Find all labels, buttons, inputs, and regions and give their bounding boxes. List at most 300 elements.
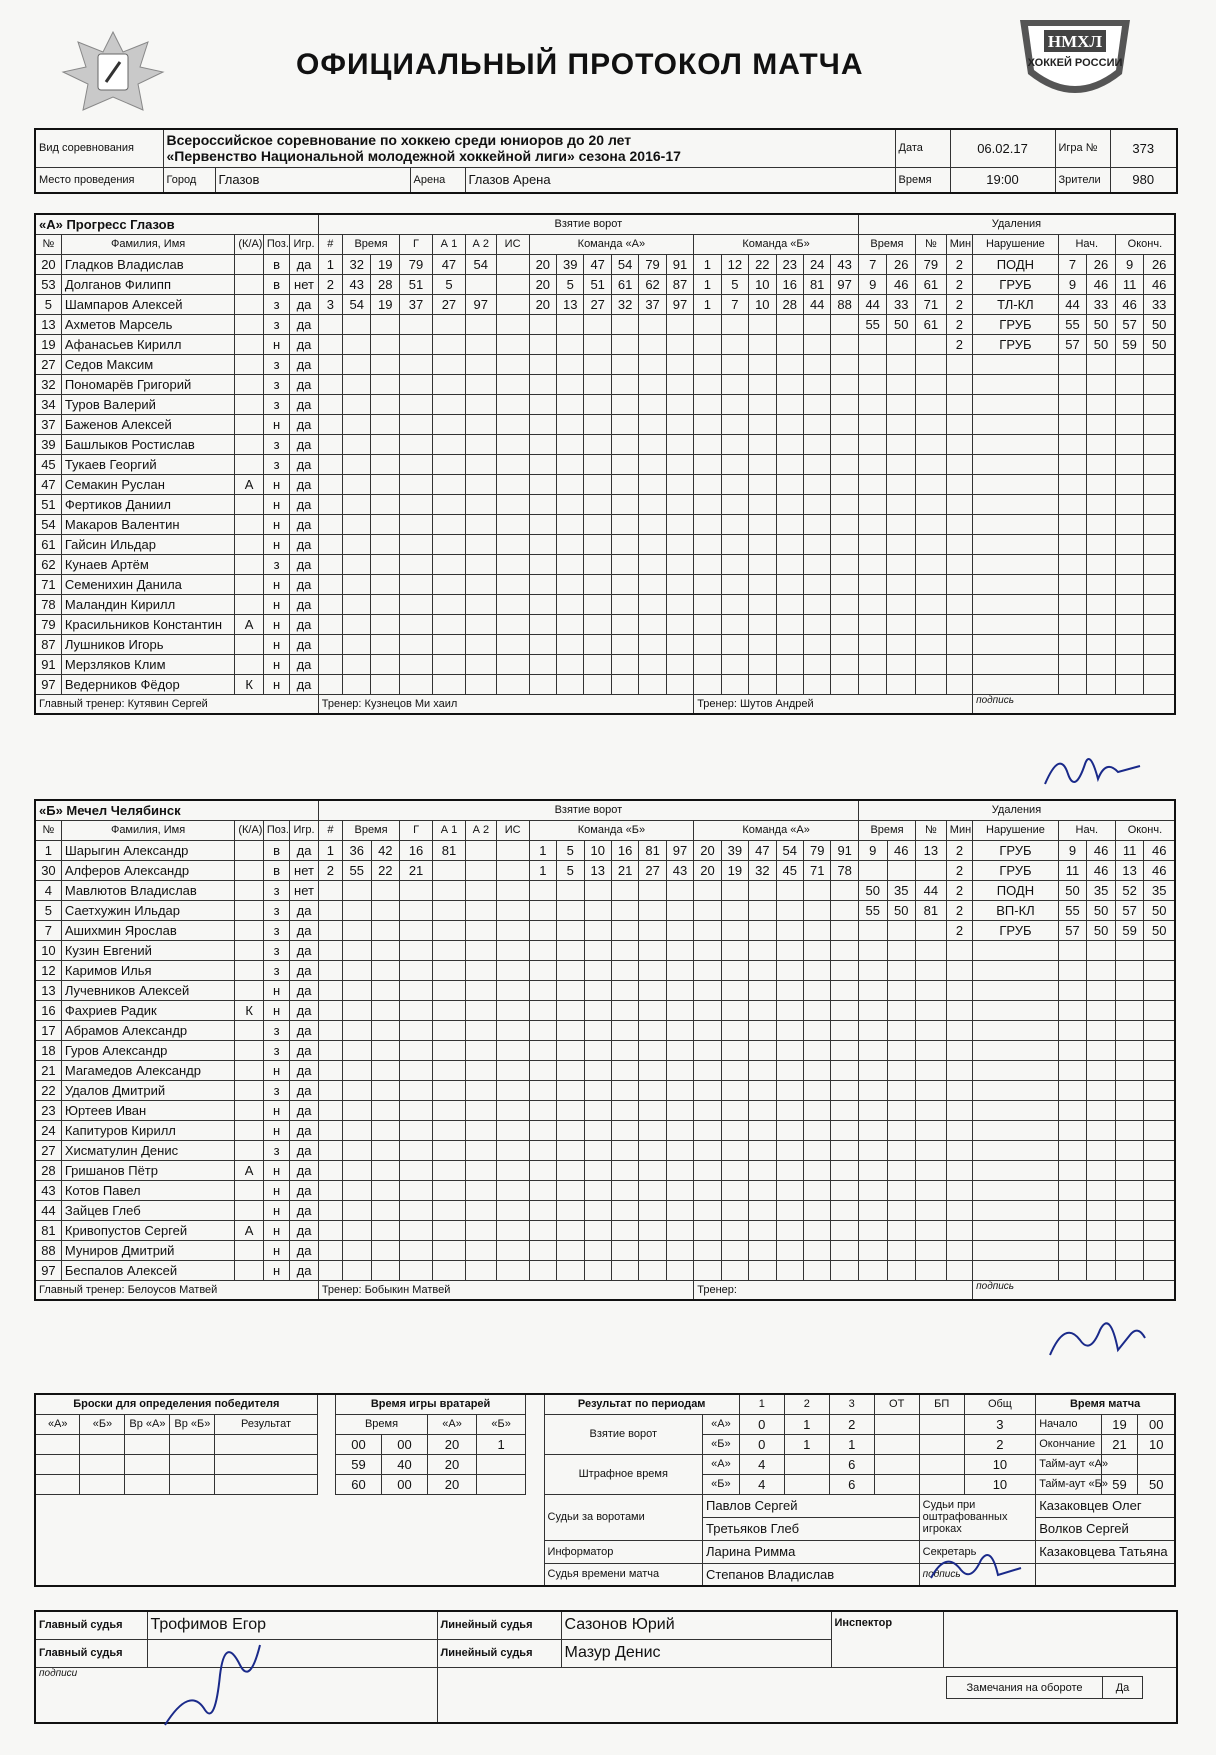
player-position: в — [263, 254, 289, 274]
player-name: Кунаев Артём — [61, 554, 235, 574]
player-played: да — [290, 534, 319, 554]
onice-cell: 23 — [776, 254, 803, 274]
player-number: 17 — [35, 1020, 61, 1040]
penalty-cell: 9 — [858, 274, 887, 294]
col-g_is: ИС — [496, 820, 529, 840]
coach-signature-label: подпись — [973, 1280, 1175, 1300]
mt-sec: 50 — [1138, 1474, 1175, 1494]
player-row — [35, 980, 1175, 1000]
penalty-cell: 50 — [1144, 334, 1175, 354]
secretary-signature-label: подпись — [919, 1563, 1036, 1586]
player-name: Кузин Евгений — [61, 940, 234, 960]
shots-col: «Б» — [80, 1414, 125, 1434]
mt-label: Тайм-аут «Б» — [1036, 1474, 1101, 1494]
goal-cell: 1 — [318, 254, 342, 274]
shots-col: «А» — [35, 1414, 80, 1434]
player-name: Котов Павел — [61, 1180, 234, 1200]
player-name: Красильников Константин — [61, 614, 235, 634]
onice-cell: 97 — [666, 294, 693, 314]
onice-cell: 78 — [831, 860, 859, 880]
player-captain — [235, 554, 264, 574]
penalty-cell: 46 — [887, 840, 916, 860]
penalty-cell — [858, 334, 887, 354]
penalty-cell: 2 — [946, 334, 972, 354]
per-cell — [919, 1414, 964, 1434]
goal-judge-2: Третьяков Глеб — [703, 1517, 920, 1540]
player-position: н — [263, 1160, 289, 1180]
goal-cell: 55 — [342, 860, 371, 880]
player-captain — [235, 1100, 264, 1120]
col-pen-start: Нач. — [1058, 234, 1115, 254]
penalty-cell: 2 — [946, 274, 972, 294]
player-number: 13 — [35, 980, 61, 1000]
player-name: Шампаров Алексей — [61, 294, 235, 314]
linesman-label: Линейный судья — [437, 1639, 561, 1667]
player-number: 97 — [35, 1260, 61, 1280]
player-name: Семакин Руслан — [61, 474, 235, 494]
mt-sec: 10 — [1138, 1434, 1175, 1454]
linesman-2: Мазур Денис — [561, 1639, 831, 1667]
player-captain — [235, 1180, 264, 1200]
onice-cell: 91 — [831, 840, 859, 860]
penalty-cell: 2 — [946, 900, 972, 920]
player-position: н — [263, 1000, 289, 1020]
onice-cell: 10 — [584, 840, 611, 860]
penalty-cell: 59 — [1115, 334, 1144, 354]
player-played: да — [290, 434, 319, 454]
player-position: з — [263, 314, 289, 334]
player-number: 19 — [35, 334, 61, 354]
per-cell: 1 — [784, 1414, 829, 1434]
gk-min: 59 — [336, 1454, 382, 1474]
player-number: 53 — [35, 274, 61, 294]
penalty-cell: 9 — [1058, 840, 1087, 860]
goal-cell: 28 — [371, 274, 400, 294]
head-coach: Главный тренер: Белоусов Матвей — [35, 1280, 318, 1300]
player-played: да — [290, 614, 319, 634]
col-goal-num: # — [318, 234, 342, 254]
main-referee-label: Главный судья — [35, 1639, 147, 1667]
player-name: Кривопустов Сергей — [61, 1220, 234, 1240]
onice-cell: 1 — [694, 254, 721, 274]
player-played: да — [290, 654, 319, 674]
player-name: Шарыгин Александр — [61, 840, 234, 860]
coach-b-signature — [1040, 1310, 1150, 1370]
player-played: да — [290, 494, 319, 514]
player-position: в — [263, 860, 289, 880]
goal-cell: 42 — [371, 840, 400, 860]
player-row — [35, 674, 1175, 694]
per-cell: 10 — [964, 1474, 1036, 1494]
player-row — [35, 314, 1175, 334]
player-captain — [235, 1060, 264, 1080]
player-number: 4 — [35, 880, 61, 900]
col-g_a2: А 2 — [465, 820, 496, 840]
player-played: да — [290, 554, 319, 574]
goal-cell: 27 — [432, 294, 465, 314]
player-row — [35, 374, 1175, 394]
player-position: н — [263, 334, 289, 354]
penalty-cell: 9 — [858, 840, 887, 860]
player-number: 61 — [35, 534, 61, 554]
player-row — [35, 1000, 1175, 1020]
onice-cell: 32 — [611, 294, 638, 314]
col-goal-time: Время — [342, 820, 399, 840]
page-title: ОФИЦИАЛЬНЫЙ ПРОТОКОЛ МАТЧА — [296, 48, 864, 81]
player-number: 32 — [35, 374, 61, 394]
goal-judge-1: Павлов Сергей — [703, 1494, 920, 1517]
player-position: н — [263, 1180, 289, 1200]
penalty-cell: 7 — [1058, 254, 1087, 274]
col-g_a1: А 1 — [433, 820, 466, 840]
head-coach: Главный тренер: Кутявин Сергей — [35, 694, 318, 714]
player-captain — [235, 594, 264, 614]
onice-cell: 44 — [803, 294, 830, 314]
per-cell: 3 — [964, 1414, 1036, 1434]
onice-cell: 20 — [694, 840, 721, 860]
player-captain — [235, 454, 264, 474]
player-row — [35, 414, 1175, 434]
penalties-header: Удаления — [858, 800, 1175, 820]
player-number: 5 — [35, 294, 61, 314]
onice-cell: 51 — [584, 274, 611, 294]
gk-col: «Б» — [477, 1414, 526, 1434]
mt-sec — [1138, 1454, 1175, 1474]
onice-cell: 27 — [584, 294, 611, 314]
player-row — [35, 860, 1175, 880]
period-col: ОТ — [874, 1394, 919, 1414]
col-own-team: Команда «Б» — [529, 820, 694, 840]
onice-cell: 7 — [721, 294, 748, 314]
player-position: н — [263, 1120, 289, 1140]
player-captain — [235, 334, 264, 354]
penalty-cell: 79 — [916, 254, 947, 274]
penalty-cell: 2 — [946, 254, 972, 274]
secretary-value: Казаковцева Татьяна — [1036, 1540, 1175, 1563]
goal-cell: 36 — [342, 840, 371, 860]
player-played: да — [290, 980, 319, 1000]
player-captain — [235, 1200, 264, 1220]
player-position: н — [263, 980, 289, 1000]
per-pen-label: Штрафное время — [544, 1454, 702, 1494]
penalty-cell: 50 — [887, 314, 916, 334]
player-number: 34 — [35, 394, 61, 414]
player-captain — [235, 354, 264, 374]
gk-sec: 00 — [382, 1474, 428, 1494]
coach-signature-label: подпись — [973, 694, 1175, 714]
penalty-cell: 50 — [1087, 334, 1116, 354]
player-row — [35, 334, 1175, 354]
player-row — [35, 514, 1175, 534]
penalty-cell: 50 — [1087, 900, 1116, 920]
player-played: да — [290, 900, 319, 920]
penalty-cell: 50 — [1144, 314, 1175, 334]
secretary-signature — [926, 1540, 1026, 1590]
per-cell: 10 — [964, 1454, 1036, 1474]
player-captain — [235, 1020, 264, 1040]
linesman-label: Линейный судья — [437, 1611, 561, 1639]
player-position: н — [263, 534, 289, 554]
penalty-cell: 50 — [887, 900, 916, 920]
player-played: да — [290, 674, 319, 694]
player-name: Мавлютов Владислав — [61, 880, 234, 900]
per-cell: 0 — [739, 1434, 784, 1454]
gk-b: 1 — [477, 1434, 526, 1454]
player-played: да — [290, 840, 319, 860]
onice-cell: 54 — [776, 840, 803, 860]
penalty-cell: 26 — [1087, 254, 1116, 274]
per-cell: 1 — [784, 1434, 829, 1454]
mt-label: Тайм-аут «А» — [1036, 1454, 1101, 1474]
player-position: н — [263, 654, 289, 674]
player-name: Маландин Кирилл — [61, 594, 235, 614]
onice-cell: 81 — [803, 274, 830, 294]
onice-cell: 91 — [666, 254, 693, 274]
periods-title: Результат по периодам — [544, 1394, 739, 1414]
player-position: н — [263, 634, 289, 654]
player-name: Макаров Валентин — [61, 514, 235, 534]
player-captain: А — [235, 1220, 264, 1240]
penalty-cell: 55 — [858, 900, 887, 920]
remarks-label: Замечания на обороте — [947, 1677, 1103, 1699]
player-captain — [235, 880, 264, 900]
player-captain — [235, 980, 264, 1000]
onice-cell: 61 — [611, 274, 638, 294]
inspector-label: Инспектор — [831, 1611, 943, 1667]
player-captain — [235, 860, 264, 880]
col-pen-start: Нач. — [1058, 820, 1115, 840]
coach-2: Тренер: Кузнецов Ми хаил — [318, 694, 693, 714]
penalty-cell: ПОДН — [973, 254, 1059, 274]
player-name: Беспалов Алексей — [61, 1260, 234, 1280]
col-g_g: Г — [400, 820, 433, 840]
player-number: 78 — [35, 594, 61, 614]
penalty-cell: 55 — [1058, 900, 1087, 920]
player-captain — [235, 1240, 264, 1260]
player-captain — [235, 434, 264, 454]
arena-value: Глазов Арена — [465, 167, 895, 193]
player-number: 20 — [35, 254, 61, 274]
penalty-cell: 44 — [1058, 294, 1087, 314]
player-name: Гладков Владислав — [61, 254, 235, 274]
goal-cell: 2 — [318, 274, 342, 294]
player-number: 30 — [35, 860, 61, 880]
per-cell: 1 — [829, 1434, 874, 1454]
player-captain — [235, 1140, 264, 1160]
player-name: Ведерников Фёдор — [61, 674, 235, 694]
mt-min: 19 — [1101, 1414, 1138, 1434]
goal-cell: 5 — [432, 274, 465, 294]
goal-cell — [433, 860, 466, 880]
player-captain: К — [235, 1000, 264, 1020]
gk-a: 20 — [428, 1474, 477, 1494]
player-position: з — [263, 1140, 289, 1160]
onice-cell: 88 — [831, 294, 859, 314]
goal-cell: 1 — [318, 840, 342, 860]
informator-label: Информатор — [544, 1540, 702, 1563]
penalty-cell — [887, 920, 916, 940]
player-played: да — [290, 1020, 319, 1040]
player-captain — [235, 900, 264, 920]
penalty-cell — [887, 334, 916, 354]
secretary-label: Секретарь — [919, 1540, 1036, 1563]
player-captain — [235, 414, 264, 434]
player-name: Удалов Дмитрий — [61, 1080, 234, 1100]
player-position: н — [263, 514, 289, 534]
penalty-cell: 2 — [946, 294, 972, 314]
penalty-cell: 57 — [1115, 900, 1144, 920]
player-name: Зайцев Глеб — [61, 1200, 234, 1220]
player-number: 91 — [35, 654, 61, 674]
player-position: в — [263, 840, 289, 860]
player-position: н — [263, 1100, 289, 1120]
player-name: Хисматулин Денис — [61, 1140, 234, 1160]
penalty-cell: 50 — [858, 880, 887, 900]
player-row — [35, 920, 1175, 940]
player-row — [35, 474, 1175, 494]
player-row — [35, 1240, 1175, 1260]
player-captain — [235, 960, 264, 980]
player-number: 54 — [35, 514, 61, 534]
penalty-cell: 2 — [946, 860, 972, 880]
player-name: Ахметов Марсель — [61, 314, 235, 334]
player-number: 22 — [35, 1080, 61, 1100]
onice-cell: 16 — [611, 840, 638, 860]
player-captain — [235, 514, 264, 534]
penalty-cell: 44 — [858, 294, 887, 314]
onice-cell: 32 — [749, 860, 776, 880]
player-captain — [235, 920, 264, 940]
goal-cell: 19 — [371, 294, 400, 314]
onice-cell: 1 — [694, 294, 721, 314]
goals-header: Взятие ворот — [318, 214, 858, 234]
player-position: н — [263, 594, 289, 614]
player-row — [35, 1140, 1175, 1160]
player-position: н — [263, 574, 289, 594]
mt-min: 59 — [1101, 1474, 1138, 1494]
player-captain — [235, 654, 264, 674]
match-info-table — [34, 128, 1178, 194]
team-b-mark: «Б» — [703, 1434, 740, 1454]
player-position: н — [263, 494, 289, 514]
player-captain — [235, 1040, 264, 1060]
player-position: н — [263, 414, 289, 434]
gk-b — [477, 1454, 526, 1474]
player-name: Лучевников Алексей — [61, 980, 234, 1000]
onice-cell: 5 — [721, 274, 748, 294]
shots-col: Вр «А» — [125, 1414, 170, 1434]
penalty-cell: 35 — [887, 880, 916, 900]
gk-min: 00 — [336, 1434, 382, 1454]
onice-cell: 97 — [666, 840, 693, 860]
col-p_min: Мин — [946, 234, 972, 254]
player-name: Афанасьев Кирилл — [61, 334, 235, 354]
player-number: 47 — [35, 474, 61, 494]
player-name: Долганов Филипп — [61, 274, 235, 294]
col-p_num: № — [916, 820, 947, 840]
onice-cell: 13 — [557, 294, 584, 314]
goal-cell — [465, 274, 496, 294]
player-name: Гришанов Пётр — [61, 1160, 234, 1180]
player-position: з — [263, 554, 289, 574]
player-name: Муниров Дмитрий — [61, 1240, 234, 1260]
onice-cell: 20 — [529, 294, 556, 314]
player-captain — [235, 1120, 264, 1140]
goal-cell — [496, 254, 529, 274]
shots-col: Вр «Б» — [170, 1414, 215, 1434]
penalty-cell — [916, 920, 947, 940]
onice-cell: 12 — [721, 254, 748, 274]
period-col: Общ — [964, 1394, 1036, 1414]
player-number: 27 — [35, 1140, 61, 1160]
player-captain — [235, 294, 264, 314]
penalty-cell: ТЛ-КЛ — [973, 294, 1059, 314]
player-row — [35, 554, 1175, 574]
remarks-value: Да — [1103, 1677, 1143, 1699]
col-pen-end: Оконч. — [1115, 820, 1175, 840]
player-position: н — [263, 1060, 289, 1080]
player-played: да — [290, 1060, 319, 1080]
player-row — [35, 900, 1175, 920]
player-captain — [235, 534, 264, 554]
player-row — [35, 294, 1175, 314]
per-cell — [874, 1454, 919, 1474]
penalty-cell: 50 — [1144, 920, 1175, 940]
coach-3: Тренер: — [694, 1280, 973, 1300]
col-g_g: Г — [400, 234, 433, 254]
goal-cell: 81 — [433, 840, 466, 860]
penalty-cell: ГРУБ — [973, 860, 1059, 880]
match-time-title: Время матча — [1036, 1394, 1175, 1414]
coach-a-signature — [1040, 744, 1150, 794]
period-col: 3 — [829, 1394, 874, 1414]
player-played: да — [290, 474, 319, 494]
player-played: да — [290, 1260, 319, 1280]
signatures-label: подписи — [35, 1667, 437, 1723]
player-number: 45 — [35, 454, 61, 474]
onice-cell: 1 — [529, 860, 556, 880]
goal-cell — [496, 860, 529, 880]
player-number: 13 — [35, 314, 61, 334]
player-position: з — [263, 394, 289, 414]
per-goals-label: Взятие ворот — [544, 1414, 702, 1454]
col-p_min: Мин — [946, 820, 972, 840]
col-g_a2: А 2 — [465, 234, 496, 254]
player-number: 18 — [35, 1040, 61, 1060]
player-name: Мерзляков Клим — [61, 654, 235, 674]
city-value: Глазов — [215, 167, 410, 193]
onice-cell: 47 — [749, 840, 776, 860]
penalty-cell: 55 — [858, 314, 887, 334]
player-row — [35, 1060, 1175, 1080]
player-number: 23 — [35, 1100, 61, 1120]
period-col: 2 — [784, 1394, 829, 1414]
player-position: з — [263, 374, 289, 394]
player-position: з — [263, 454, 289, 474]
player-name: Магамедов Александр — [61, 1060, 234, 1080]
goal-cell: 51 — [400, 274, 433, 294]
russia-hockey-logo — [48, 22, 178, 127]
per-cell: 6 — [829, 1454, 874, 1474]
player-number: 5 — [35, 900, 61, 920]
goal-cell: 43 — [342, 274, 371, 294]
penbox-label: Судьи при оштрафованных игроках — [919, 1494, 1036, 1540]
goal-cell: 22 — [371, 860, 400, 880]
penalty-cell: 9 — [1058, 274, 1087, 294]
penalty-cell: 26 — [887, 254, 916, 274]
player-row — [35, 434, 1175, 454]
penalty-cell: 46 — [1144, 860, 1175, 880]
